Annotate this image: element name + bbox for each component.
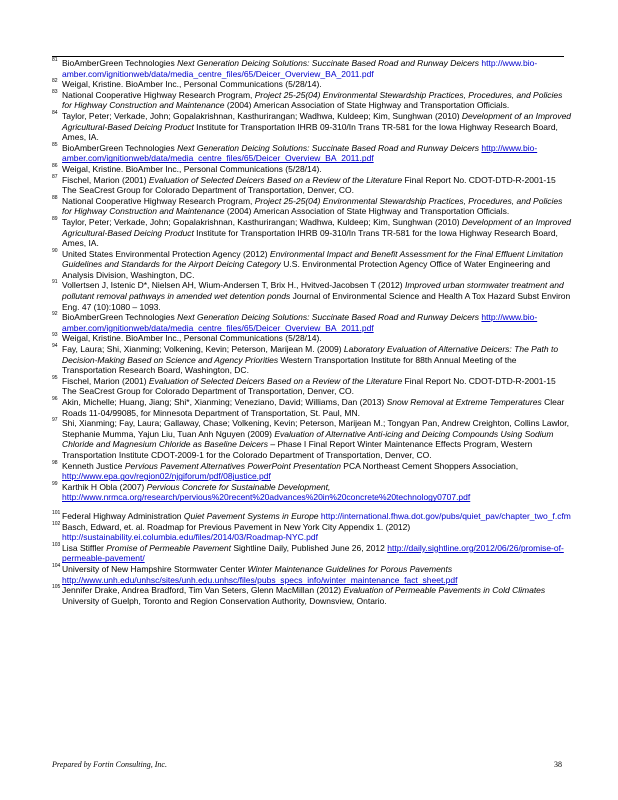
page-footer (52, 760, 562, 769)
footnote-103 (52, 543, 572, 564)
footnote-101 (52, 511, 572, 522)
footnotes-list (52, 58, 572, 606)
footnote-separator (52, 56, 564, 57)
footnote-87 (52, 175, 572, 196)
footnote-text: United States Environmental Protection Agency (2012) (62, 248, 270, 259)
footnote-text: Karthik H Obla (2007) (62, 481, 147, 492)
footnote-89 (52, 217, 572, 249)
footnote-title: Laboratory Evaluation of Alternative Deicers: The Path to Decision-Making Based on Science and Agency Priorities (62, 344, 559, 365)
footnote-text: National Cooperative Highway Research Program, (62, 195, 255, 206)
footnote-link[interactable]: http://www.epa.gov/region02/njgiforum/pdf/08justice.pdf (62, 471, 271, 482)
footnote-title: Next Generation Deicing Solutions: Succinate Based Road and Runway Deicers (177, 58, 482, 68)
footnote-text: Federal Highway Administration (62, 510, 184, 521)
footnote-number: 81 (52, 57, 58, 63)
footnote-link[interactable]: http://sustainability.ei.columbia.edu/files/2014/03/Roadmap-NYC.pdf (62, 532, 318, 543)
footnote-title: Improved urban stormwater treatment and pollutant removal pathways in amended wet detention ponds (62, 280, 564, 302)
footnote-link[interactable]: http://www.bio-amber.com/ignitionweb/data/media_centre_files/65/Deicer_Overview_BA_2011.pdf (62, 312, 538, 333)
footnote-title: Evaluation of Selected Deicers Based on a Review of the Literature (148, 375, 403, 386)
footnote-99 (52, 482, 572, 503)
footnote-link[interactable]: http://www.unh.edu/unhsc/sites/unh.edu.unhsc/files/pubs_specs_info/winter_maintenance_fact_sheet.pdf (62, 574, 458, 585)
footnote-number: 104 (52, 562, 61, 569)
footnote-text: Final Report No. CDOT-DTD-R-2001-15 The SeaCrest Group for Colorado Department of Transportation, Denver, CO. (62, 375, 556, 397)
footnote-text: Taylor, Peter; Verkade, John; Gopalakrishnan, Kasthurirangan; Wadhwa, Kuldeep; Kim, Sunghwan (2010) (62, 216, 462, 227)
footnote-number: 83 (52, 88, 58, 95)
footnote-title: Development of an Improved Agricultural-Based Deicing Product (62, 216, 572, 238)
footnote-98 (52, 461, 572, 482)
footnote-number: 95 (52, 374, 58, 381)
footnote-text: PCA Northeast Cement Shoppers Association, (340, 460, 519, 471)
footnote-number: 87 (52, 173, 58, 180)
footnote-text: Fischel, Marion (2001) (62, 375, 149, 386)
footnote-text: Western Transportation Institute for 88th Annual Meeting of the Transportation Research Board, Washington, DC. (62, 354, 517, 376)
footnote-number: 86 (52, 162, 58, 169)
page-number: 38 (554, 760, 562, 769)
footnote-link[interactable]: http://daily.sightline.org/2012/06/26/promise-of-permeable-pavement/ (62, 542, 564, 564)
footnote-81 (52, 58, 572, 79)
footnote-number: 93 (52, 332, 58, 339)
footnote-number: 94 (52, 343, 58, 350)
footnote-text: University of New Hampshire Stormwater Center (62, 563, 248, 574)
footnote-number: 91 (52, 279, 58, 286)
footnote-102 (52, 522, 572, 543)
footnote-text: Vollertsen J, Istenic D*, Nielsen AH, Wium-Andersen T, Brix H., Hvitved-Jacobsen T (2012) (62, 280, 405, 291)
footnote-text: Clear Roads 11-04/99085, for Minnesota Department of Transportation, St. Paul, MN. (62, 397, 565, 418)
footnote-title: Environmental Impact and Benefit Assessment for the Final Effluent Limitation Guidelines and Standards for the Airport Deicing Category (62, 248, 563, 270)
footnote-text: Weigal, Kristine. BioAmber Inc., Personal Communications (5/28/14). (62, 163, 322, 174)
prepared-by: Prepared by Fortin Consulting, Inc. (52, 760, 167, 769)
footnote-105 (52, 585, 572, 606)
footnote-number: 88 (52, 194, 58, 201)
footnote-title: Evaluation of Alternative Anti-icing and Deicing Compounds Using Sodium Chloride and Magnesium Chloride as Baseline Deicers – (62, 428, 554, 450)
footnote-title: Project 25-25(04) Environmental Stewardship Practices, Procedures, and Policies for Highway Construction and Maintenance (62, 89, 563, 111)
footnote-93 (52, 333, 572, 344)
footnote-text: Jennifer Drake, Andrea Bradford, Tim Van Seters, Glenn MacMillan (2012) (62, 585, 344, 596)
footnote-link[interactable]: http://www.bio-amber.com/ignitionweb/data/media_centre_files/65/Deicer_Overview_BA_2011.pdf (62, 142, 538, 164)
footnote-text: Lisa Stiffler (62, 542, 107, 553)
footnote-88 (52, 196, 572, 217)
footnote-90 (52, 249, 572, 281)
footnote-title: Next Generation Deicing Solutions: Succinate Based Road and Runway Deicers (177, 142, 482, 153)
footnote-92 (52, 312, 572, 333)
footnote-text: Shi, Xianming; Fay, Laura; Gallaway, Chase; Volkening, Kevin; Peterson, Marijean M.; Tongyan Pan, Andrew Creighton, Collins Lawlor, Stephanie Mumma, Yajun Liu, Tuan Anh Nguyen (2009) (62, 418, 569, 439)
footnote-link[interactable]: http://www.bio-amber.com/ignitionweb/data/media_centre_files/65/Deicer_Overview_BA_2011.pdf (62, 58, 538, 79)
footnote-number: 102 (52, 520, 61, 527)
footnote-text: Journal of Environmental Science and Health A Tox Hazard Subst Environ Eng. 47 (10):1080 – 1093. (62, 291, 571, 312)
footnote-text: Institute for Transportation IHRB 09-310/In Trans TR-581 for the Iowa Highway Research Board, Ames, IA. (62, 227, 558, 249)
footnote-text: Taylor, Peter; Verkade, John; Gopalakrishnan, Kasthurirangan; Wadhwa, Kuldeep; Kim, Sunghwan (2010) (62, 110, 462, 121)
footnote-number: 101 (52, 509, 61, 516)
footnote-title: Promise of Permeable Pavement (106, 542, 231, 553)
footnote-83 (52, 90, 572, 111)
footnote-85 (52, 143, 572, 164)
footnote-number: 92 (52, 311, 58, 318)
footnote-title: Development of an Improved Agricultural-Based Deicing Product (62, 110, 572, 132)
footnote-text: University of Guelph, Toronto and Region Conservation Authority, Downsview, Ontario. (62, 595, 387, 606)
footnote-text: Weigal, Kristine. BioAmber Inc., Personal Communications (5/28/14). (62, 79, 322, 90)
footnote-text: BioAmberGreen Technologies (62, 312, 178, 323)
footnote-title: Winter Maintenance Guidelines for Porous Pavements (247, 563, 453, 574)
footnote-number: 85 (52, 141, 58, 148)
footnote-text: (2004) American Association of State Highway and Transportation Officials. (224, 100, 510, 111)
footnote-number: 99 (52, 480, 58, 487)
footnote-text: U.S. Environmental Protection Agency Office of Water Engineering and Analysis Division, Washington, DC. (62, 259, 551, 280)
footnote-94 (52, 344, 572, 376)
footnote-title: Quiet Pavement Systems in Europe (183, 510, 319, 521)
footnote-number: 105 (52, 584, 61, 591)
footnote-title: Project 25-25(04) Environmental Stewardship Practices, Procedures, and Policies for Highway Construction and Maintenance (62, 195, 563, 217)
footnote-text: Basch, Edward, et. al. Roadmap for Previous Pavement in New York City Appendix 1. (2012) (62, 521, 411, 532)
footnote-104 (52, 564, 572, 585)
footnote-number: 82 (52, 78, 58, 85)
footnote-title: Pervious Concrete for Sustainable Development, (146, 481, 331, 492)
footnote-text: Final Report No. CDOT-DTD-R-2001-15 The SeaCrest Group for Colorado Department of Transportation, Denver, CO. (62, 174, 556, 196)
footnote-91 (52, 280, 572, 312)
footnote-text: Fay, Laura; Shi, Xianming; Volkening, Kevin; Peterson, Marijean M. (2009) (62, 344, 344, 355)
footnote-text: BioAmberGreen Technologies (62, 58, 178, 68)
footnote-title: Evaluation of Permeable Pavements in Cold Climates (343, 585, 546, 596)
footnote-84 (52, 111, 572, 143)
footnote-82 (52, 79, 572, 90)
footnote-text: Fischel, Marion (2001) (62, 174, 149, 185)
footnote-number: 90 (52, 247, 58, 254)
footnote-number: 98 (52, 459, 58, 466)
footnote-title: Evaluation of Selected Deicers Based on a Review of the Literature (148, 174, 403, 185)
footnote-title: Next Generation Deicing Solutions: Succinate Based Road and Runway Deicers (177, 312, 482, 323)
footnote-text: Institute for Transportation IHRB 09-310/In Trans TR-581 for the Iowa Highway Research Board, Ames, IA. (62, 121, 558, 143)
footnote-title: Snow Removal at Extreme Temperatures (386, 397, 542, 407)
footnote-95 (52, 376, 572, 397)
footnote-number: 103 (52, 541, 61, 548)
footnote-link[interactable]: http://international.fhwa.dot.gov/pubs/quiet_pav/chapter_two_f.cfm (320, 510, 571, 521)
footnote-86 (52, 164, 572, 175)
footnote-97 (52, 418, 572, 460)
footnote-text: Kenneth Justice (62, 460, 125, 471)
footnote-title: Pervious Pavement Alternatives PowerPoint Presentation (124, 460, 341, 471)
footnote-text: Sightline Daily, Published June 26, 2012 (231, 542, 388, 553)
footnote-link[interactable]: http://www.nrmca.org/research/pervious%20recent%20advances%20in%20concrete%20technology0707.pdf (62, 492, 471, 503)
footnote-text: Weigal, Kristine. BioAmber Inc., Personal Communications (5/28/14). (62, 333, 322, 344)
footnote-text: Phase I Final Report Winter Maintenance Effects Program, Western Transportation Institute CDOT-2009-1 for the Colorado Department of Transportation, Denver, CO. (62, 439, 533, 460)
footnote-number: 96 (52, 396, 58, 402)
footnote-number: 84 (52, 109, 58, 116)
footnote-text: National Cooperative Highway Research Program, (62, 89, 255, 100)
footnote-number: 97 (52, 417, 58, 424)
footnote-text: (2004) American Association of State Highway and Transportation Officials. (224, 206, 510, 217)
footnote-text: BioAmberGreen Technologies (62, 142, 178, 153)
footnote-96 (52, 397, 572, 418)
footnote-text: Akin, Michelle; Huang, Jiang; Shi*, Xianming; Veneziano, David; Williams, Dan (2013) (62, 397, 387, 407)
footnote-number: 89 (52, 215, 58, 222)
